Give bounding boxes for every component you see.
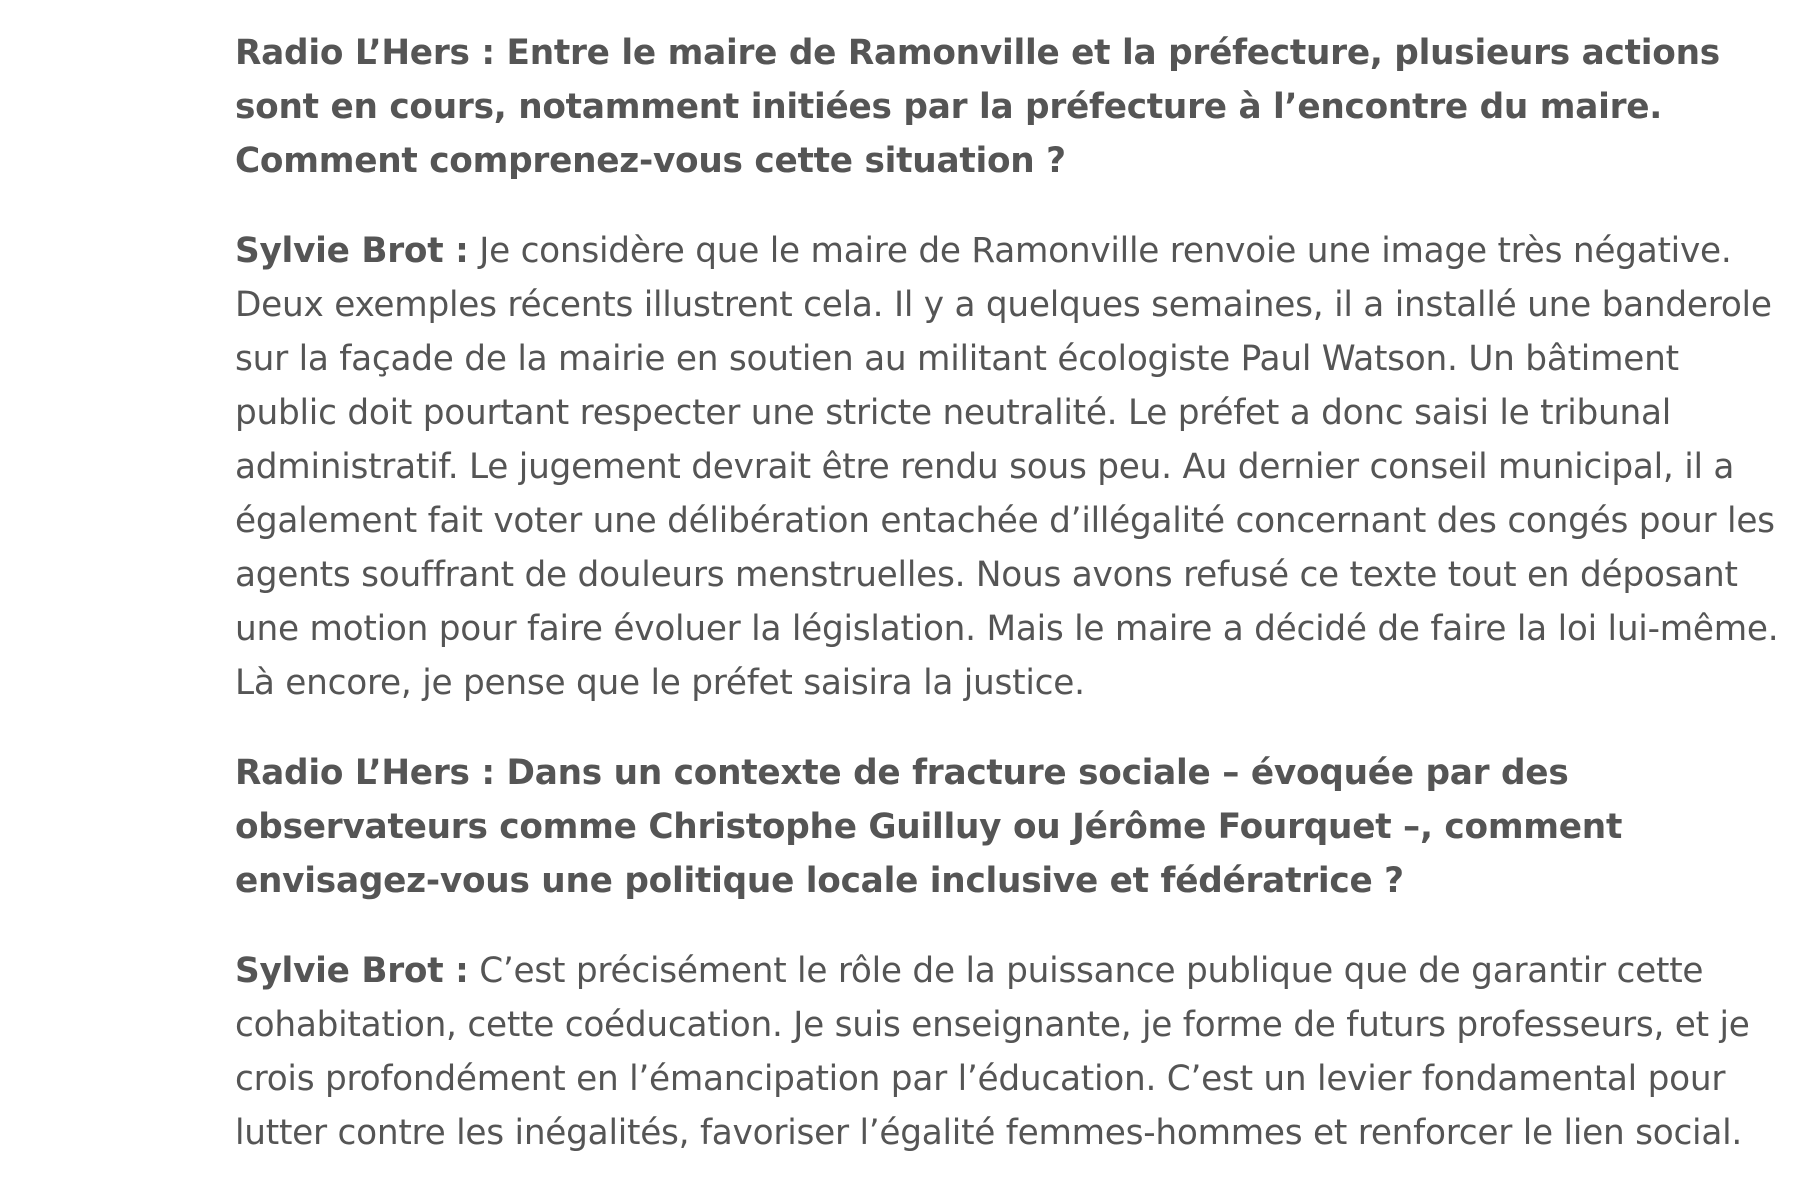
question-speaker: Radio L’Hers : xyxy=(235,33,495,73)
question-text: Dans un contexte de fracture sociale – évoquée par des observateurs comme Christophe Guilluy ou Jérôme Fourquet –, comment envisagez-vous une politique locale inclusive et fédératrice ? xyxy=(235,753,1623,901)
answer-text: C’est précisément le rôle de la puissance publique que de garantir cette cohabitation, cette coéducation. Je suis enseignante, je forme de futurs professeurs, et je crois profondément en l’émancipation par l’éducation. C’est un levier fondamental pour lutter contre les inégalités, favoriser l’égalité femmes-hommes et renforcer le lien social. xyxy=(235,951,1750,1153)
answer-text: Je considère que le maire de Ramonville renvoie une image très négative. Deux exemples récents illustrent cela. Il y a quelques semaines, il a installé une banderole sur la façade de la mairie en soutien au militant écologiste Paul Watson. Un bâtiment public doit pourtant respecter une stricte neutralité. Le préfet a donc saisi le tribunal administratif. Le jugement devrait être rendu sous peu. Au dernier conseil municipal, il a également fait voter une délibération entachée d’illégalité concernant des congés pour les agents souffrant de douleurs menstruelles. Nous avons refusé ce texte tout en déposant une motion pour faire évoluer la législation. Mais le maire a décidé de faire la loi lui-même. Là encore, je pense que le préfet saisira la justice. xyxy=(235,231,1779,703)
interview-question xyxy=(235,26,1785,188)
interview-article xyxy=(235,26,1785,1196)
answer-speaker: Sylvie Brot : xyxy=(235,231,469,271)
interview-question xyxy=(235,746,1785,908)
interview-answer xyxy=(235,944,1785,1160)
question-text: Entre le maire de Ramonville et la préfecture, plusieurs actions sont en cours, notamment initiées par la préfecture à l’encontre du maire. Comment comprenez-vous cette situation ? xyxy=(235,33,1720,181)
interview-answer xyxy=(235,224,1785,710)
question-speaker: Radio L’Hers : xyxy=(235,753,495,793)
answer-speaker: Sylvie Brot : xyxy=(235,951,469,991)
